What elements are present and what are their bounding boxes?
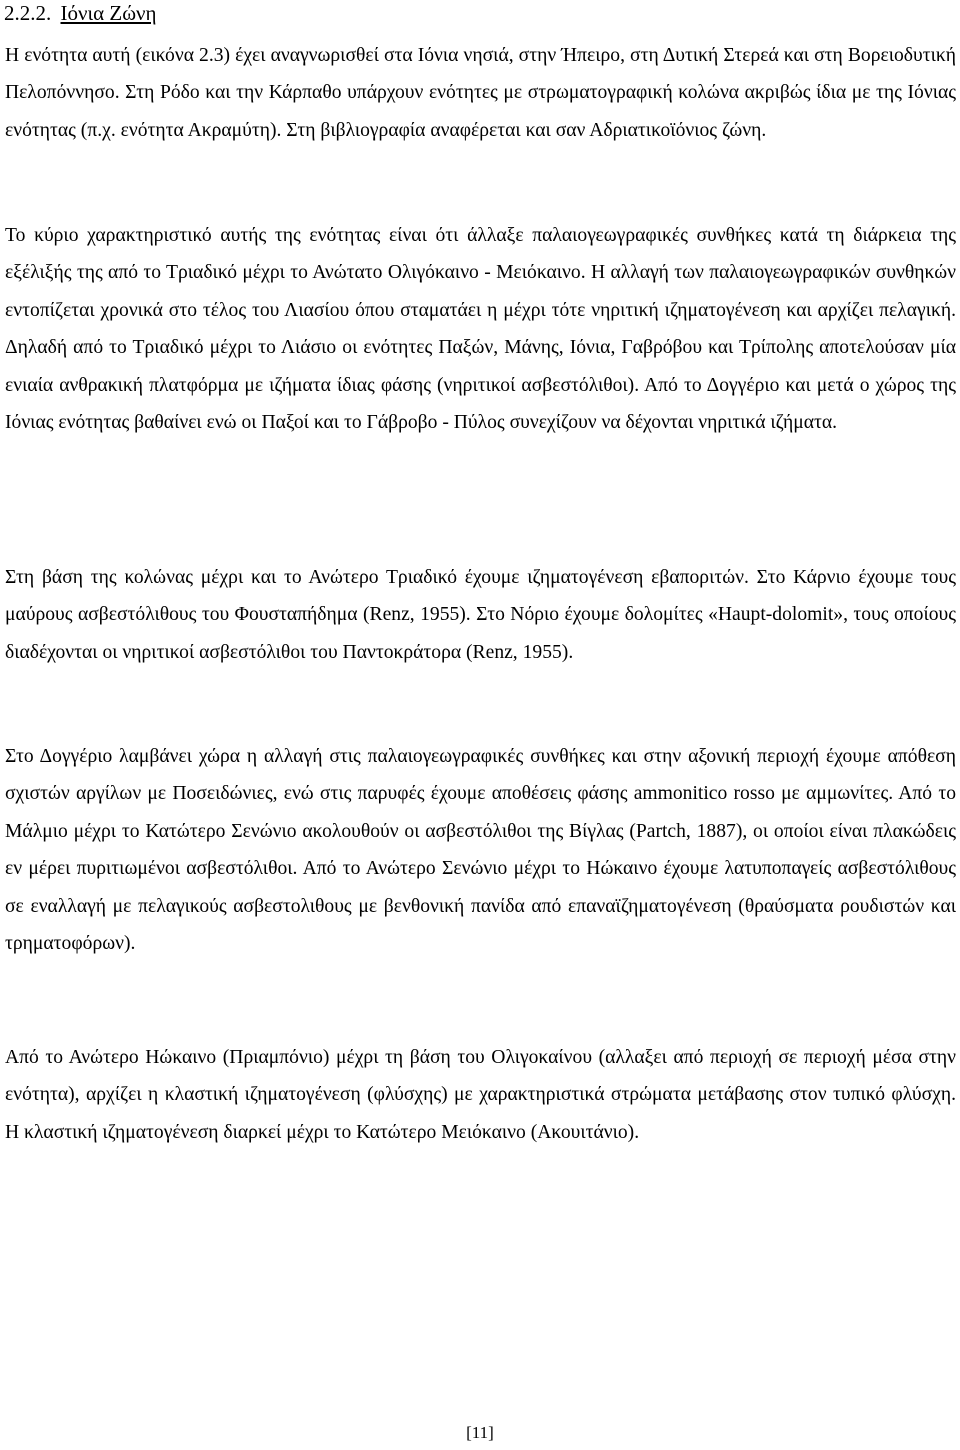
paragraph-dogger: Στο Δογγέριο λαμβάνει χώρα η αλλαγή στις παλαιογεωγραφικές συνθήκες και στην αξονική περιοχή έχουμε απόθεση σχιστών αργίλων με Ποσειδώνιες, ενώ στις παρυφές έχουμε αποθέσεις φάσης ammonitico rosso με αμμωνίτες. Από το Μάλμιο μέχρι το Κατώτερο Σενώνιο ακολουθούν οι ασβεστόλιθοι της Βίγλας (Partch, 1887), οι οποίοι είναι πλακώδεις εν μέρει πυριτιωμένοι ασβεστόλιθοι. Από το Ανώτερο Σενώνιο μέχρι το Ηώκαινο έχουμε λατυποπαγείς ασβεστόλιθους σε εναλλαγή με πελαγικούς ασβεστολιθους με βενθονική πανίδα από επαναϊζηματογένεση (θραύσματα ρουδιστών και τρηματοφόρων). (5, 746, 956, 955)
section-title: Ιόνια Ζώνη (60, 1, 157, 25)
paragraph-intro: Η ενότητα αυτή (εικόνα 2.3) έχει αναγνωρισθεί στα Ιόνια νησιά, στην Ήπειρο, στη Δυτική Στερεά και στη Βορειοδυτική Πελοπόννησο. Στη Ρόδο και την Κάρπαθο υπάρχουν ενότητες με στρωματογραφική κολώνα ακριβώς ίδια με της Ιόνιας ενότητας (π.χ. ενότητα Ακραμύτη). Στη βιβλιογραφία αναφέρεται και σαν Αδριατικοϊόνιος ζώνη. (5, 45, 956, 141)
paragraph-triassic-base: Στη βάση της κολώνας μέχρι και το Ανώτερο Τριαδικό έχουμε ιζηματογένεση εβαποριτών. Στο Κάρνιο έχουμε τους μαύρους ασβεστόλιθους του Φουσταπήδημα (Renz, 1955). Στο Νόριο έχουμε δολομίτες «Haupt-dolomit», τους οποίους διαδέχονται οι νηριτικοί ασβεστόλιθοι του Παντοκράτορα (Renz, 1955). (5, 567, 956, 663)
page-number: [11] (466, 1423, 494, 1442)
section-heading (4, 0, 157, 26)
paragraph-flysch: Από το Ανώτερο Ηώκαινο (Πριαμπόνιο) μέχρι τη βάση του Ολιγοκαίνου (αλλαξει από περιοχή σε περιοχή μέσα στην ενότητα), αρχίζει η κλαστική ιζηματογένεση (φλύσχης) με χαρακτηριστικά στρώματα μετάβασης στον τυπικό φλύσχη. Η κλαστική ιζηματογένεση διαρκεί μέχρι το Κατώτερο Μειόκαινο (Ακουιτάνιο). (5, 1047, 956, 1143)
section-number: 2.2.2. (4, 1, 52, 25)
paragraph-paleogeography: Το κύριο χαρακτηριστικό αυτής της ενότητας είναι ότι άλλαξε παλαιογεωγραφικές συνθήκες κατά τη διάρκεια της εξέλιξής της από το Τριαδικό μέχρι το Ανώτατο Ολιγόκαινο - Μειόκαινο. Η αλλαγή των παλαιογεωγραφικών συνθηκών εντοπίζεται χρονικά στο τέλος του Λιασίου όπου σταματάει η μέχρι τότε νηριτική ιζηματογένεση και αρχίζει πελαγική. Δηλαδή από το Τριαδικό μέχρι το Λιάσιο οι ενότητες Παξών, Μάνης, Ιόνια, Γαβρόβου και Τρίπολης αποτελούσαν μία ενιαία ανθρακική πλατφόρμα με ιζήματα ίδιας φάσης (νηριτικοί ασβεστόλιθοι). Από το Δογγέριο και μετά ο χώρος της Ιόνιας ενότητας βαθαίνει ενώ οι Παξοί και το Γάβροβο - Πύλος συνεχίζουν να δέχονται νηριτικά ιζήματα. (5, 225, 956, 434)
